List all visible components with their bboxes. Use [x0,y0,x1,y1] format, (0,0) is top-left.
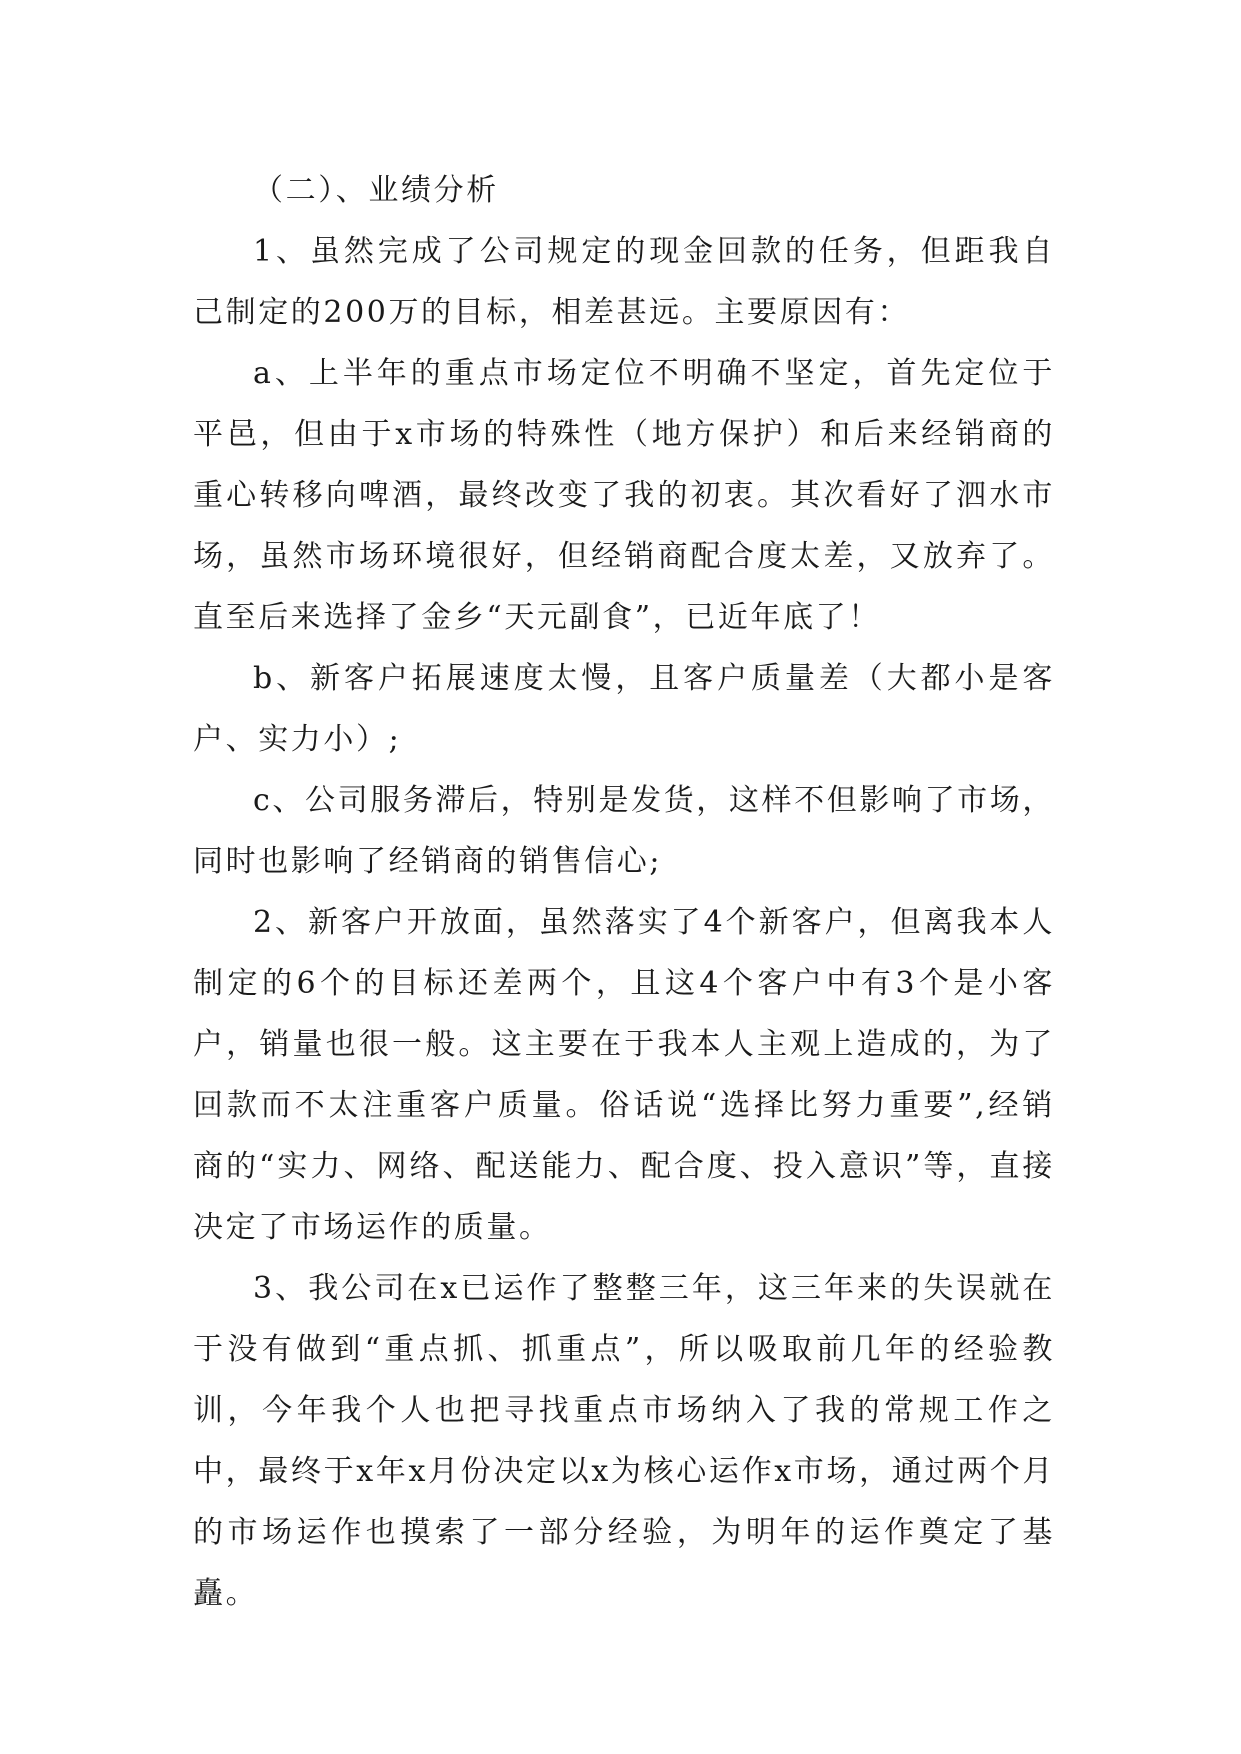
paragraph-a: a、上半年的重点市场定位不明确不坚定，首先定位于平邑，但由于x市场的特殊性（地方保护）和后来经销商的重心转移向啤酒，最终改变了我的初衷。其次看好了泗水市场，虽然市场环境很好，但经销商配合度太差，又放弃了。直至后来选择了金乡“天元副食”，已近年底了！ [193,356,1055,635]
paragraph-1: 1、虽然完成了公司规定的现金回款的任务，但距我自己制定的200万的目标，相差甚远。主要原因有： [193,234,1055,330]
paragraph-c: c、公司服务滞后，特别是发货，这样不但影响了市场，同时也影响了经销商的销售信心; [193,783,1055,879]
paragraph-b: b、新客户拓展速度太慢，且客户质量差（大都小是客户、实力小）; [193,661,1055,757]
document-body [193,160,1055,1624]
paragraph-2: 2、新客户开放面，虽然落实了4个新客户，但离我本人制定的6个的目标还差两个，且这4个客户中有3个是小客户，销量也很一般。这主要在于我本人主观上造成的，为了回款而不太注重客户质量。俗话说“选择比努力重要”,经销商的“实力、网络、配送能力、配合度、投入意识”等，直接决定了市场运作的质量。 [193,905,1055,1245]
section-heading: （二）、业绩分析 [253,173,499,208]
paragraph-3: 3、我公司在x已运作了整整三年，这三年来的失误就在于没有做到“重点抓、抓重点”，所以吸取前几年的经验教训，今年我个人也把寻找重点市场纳入了我的常规工作之中，最终于x年x月份决定以x为核心运作x市场，通过两个月的市场运作也摸索了一部分经验，为明年的运作奠定了基矗。 [193,1271,1055,1611]
